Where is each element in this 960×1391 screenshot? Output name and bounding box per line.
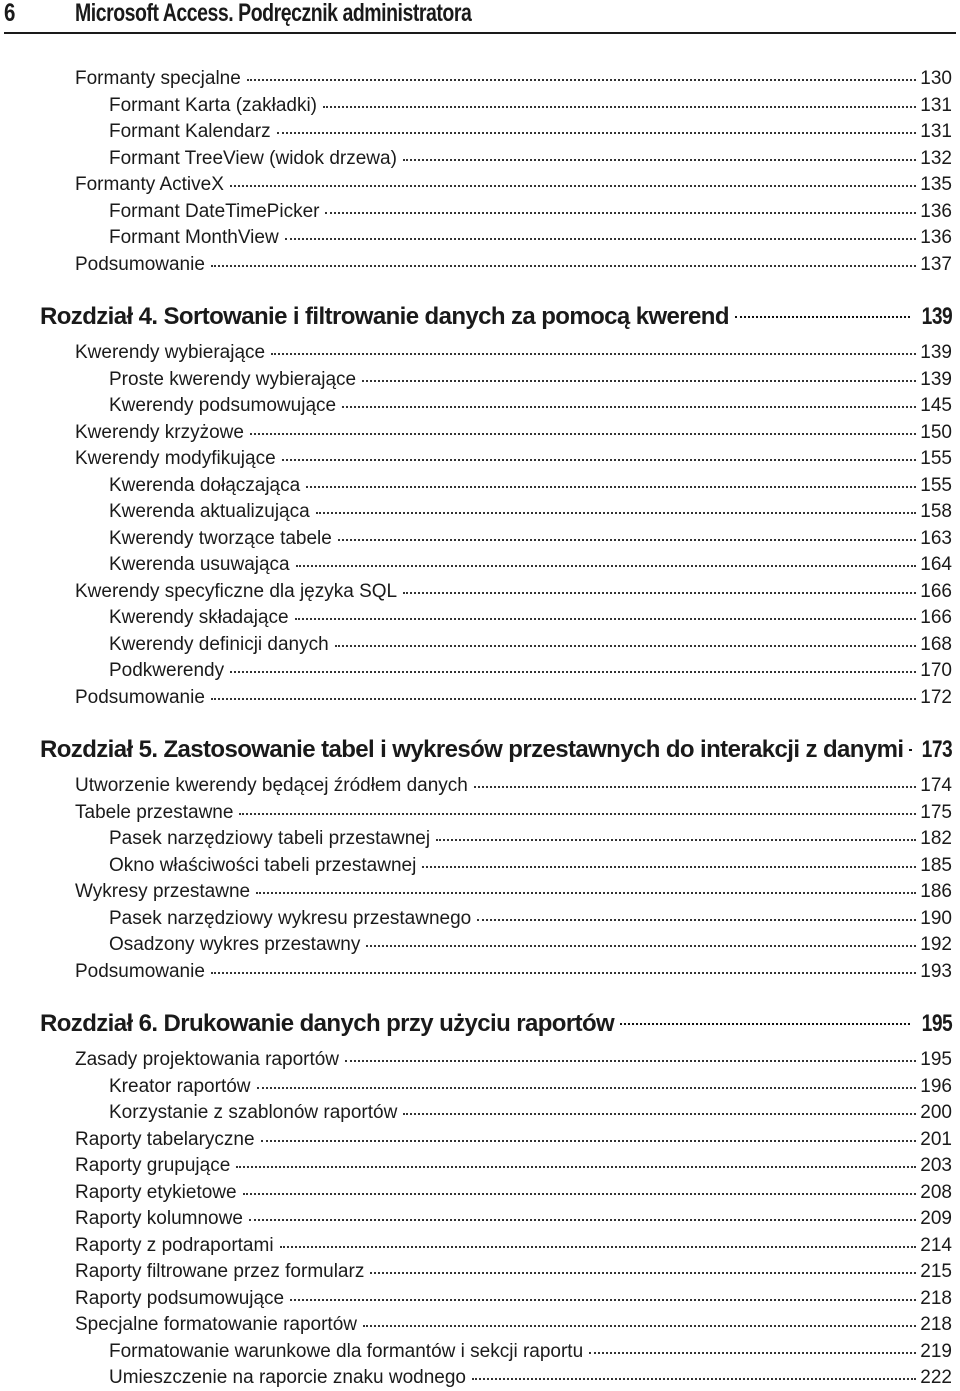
dot-leader [243,1191,917,1195]
dot-leader [290,1297,916,1301]
dot-leader [271,351,916,355]
toc-entry-row [75,773,952,799]
toc-page-number: 130 [920,66,952,92]
toc-entry-row [109,1074,952,1100]
dot-leader [285,236,917,240]
toc-page-number: 192 [920,932,952,958]
toc-page-number: 173 [921,734,952,766]
dot-leader [403,1111,916,1115]
toc-entry-row [75,879,952,905]
toc-entry-title: Tabele przestawne [75,800,237,826]
toc-page-number: 137 [920,252,952,278]
toc-entry-row [109,658,952,684]
toc-page-number: 139 [920,340,952,366]
dot-leader [362,378,916,382]
toc-entry-row [109,146,952,172]
toc-entry-row [109,499,952,525]
toc-page-number: 209 [920,1206,952,1232]
toc-entry-row [75,1312,952,1338]
toc-page-number: 218 [920,1286,952,1312]
dot-leader [403,157,916,161]
toc-entry-row [75,959,952,985]
toc-entry-title: Kwerenda dołączająca [109,473,304,499]
dot-leader [735,314,910,318]
toc-page-number: 166 [920,605,952,631]
dot-leader [325,210,916,214]
toc-page-number: 139 [920,367,952,393]
toc-chapter-row [40,301,952,333]
toc-entry-title: Formant DateTimePicker [109,199,323,225]
toc-entry-title: Kwerendy modyfikujące [75,446,280,472]
toc-page-number: 200 [920,1100,952,1126]
dot-leader [295,616,917,620]
dot-leader [239,811,916,815]
toc-entry-row [109,632,952,658]
toc-entry-title: Podsumowanie [75,959,209,985]
toc-entry-row [109,199,952,225]
toc-entry-title: Proste kwerendy wybierające [109,367,360,393]
toc-entry-title: Rozdział 5. Zastosowanie tabel i wykresów przestawnych do interakcji z danymi [40,736,907,763]
book-title: Microsoft Access. Podręcznik administratora [75,0,471,26]
toc-entry-title: Podsumowanie [75,685,209,711]
toc-entry-row [75,579,952,605]
dot-leader [316,510,917,514]
dot-leader [338,537,916,541]
dot-leader [236,1164,916,1168]
toc-page-number: 150 [920,420,952,446]
toc-entry-title: Raporty podsumowujące [75,1286,288,1312]
toc-entry-row [109,473,952,499]
dot-leader [477,917,916,921]
toc-page-number: 155 [920,446,952,472]
toc-entry-title: Wykresy przestawne [75,879,254,905]
dot-leader [436,837,916,841]
dot-leader [247,77,917,81]
toc-page-number: 164 [920,552,952,578]
dot-leader [363,1323,916,1327]
dot-leader [296,563,917,567]
toc-page-number: 203 [920,1153,952,1179]
toc-page-number: 195 [921,1008,952,1040]
toc-entry-row [109,826,952,852]
toc-page-number: 131 [920,93,952,119]
dot-leader [261,1138,917,1142]
toc-page-number: 219 [920,1339,952,1365]
toc-entry-row [75,1153,952,1179]
dot-leader [345,1058,916,1062]
dot-leader [256,890,916,894]
toc-entry-row [109,119,952,145]
toc-entry-title: Utworzenie kwerendy będącej źródłem danych [75,773,472,799]
toc-entry-row [75,800,952,826]
toc-entry-row [109,93,952,119]
dot-leader [280,1244,917,1248]
toc-page-number: 175 [920,800,952,826]
toc-entry-title: Kreator raportów [109,1074,255,1100]
toc-entry-title: Zasady projektowania raportów [75,1047,343,1073]
dot-leader [211,263,916,267]
toc-entry-row [109,367,952,393]
dot-leader [230,669,916,673]
toc-entry-title: Kwerenda usuwająca [109,552,294,578]
toc-page-number: 193 [920,959,952,985]
toc-entry-row [109,605,952,631]
dot-leader [474,784,916,788]
toc-page-number: 132 [920,146,952,172]
toc-entry-title: Raporty grupujące [75,1153,234,1179]
dot-leader [277,130,917,134]
toc-page-number: 145 [920,393,952,419]
dot-leader [306,484,916,488]
toc-entry-title: Raporty etykietowe [75,1180,241,1206]
dot-leader [370,1270,916,1274]
toc-entry-row [75,420,952,446]
toc-entry-title: Korzystanie z szablonów raportów [109,1100,401,1126]
toc-page-number: 190 [920,906,952,932]
toc-entry-row [109,225,952,251]
toc-page-number: 218 [920,1312,952,1338]
dot-leader [342,404,916,408]
toc-entry-title: Raporty tabelaryczne [75,1127,259,1153]
toc-entry-row [109,853,952,879]
toc-entry-title: Formatowanie warunkowe dla formantów i sekcji raportu [109,1339,587,1365]
toc-entry-title: Raporty z podraportami [75,1233,278,1259]
toc-entry-row [75,685,952,711]
toc-entry-title: Podsumowanie [75,252,209,278]
toc-entry-row [75,1127,952,1153]
toc-entry-title: Specjalne formatowanie raportów [75,1312,361,1338]
toc-entry-row [109,906,952,932]
toc-entry-title: Kwerendy krzyżowe [75,420,248,446]
toc-entry-title: Pasek narzędziowy wykresu przestawnego [109,906,475,932]
toc-entry-title: Okno właściwości tabeli przestawnej [109,853,420,879]
page-number: 6 [4,0,15,26]
dot-leader [249,1217,916,1221]
toc-page-number: 196 [920,1074,952,1100]
toc-page-number: 195 [920,1047,952,1073]
toc-entry-row [109,1339,952,1365]
dot-leader [403,590,916,594]
toc-entry-row [75,252,952,278]
toc-entry-row [75,1286,952,1312]
toc-page-number: 155 [920,473,952,499]
dot-leader [282,457,917,461]
toc-entry-row [109,552,952,578]
toc-entry-title: Kwerendy podsumowujące [109,393,340,419]
toc-entry-title: Osadzony wykres przestawny [109,932,364,958]
toc-entry-row [75,340,952,366]
toc-entry-row [109,393,952,419]
toc-entry-row [109,932,952,958]
toc-page-number: 166 [920,579,952,605]
toc-page-number: 136 [920,199,952,225]
toc-entry-title: Podkwerendy [109,658,228,684]
toc-entry-row [75,1259,952,1285]
toc-entry-title: Umieszczenie na raporcie znaku wodnego [109,1365,470,1391]
dot-leader [472,1376,916,1380]
toc-page-number: 158 [920,499,952,525]
toc-entry-row [109,1100,952,1126]
dot-leader [422,864,916,868]
toc-chapter-row [40,734,952,766]
toc-page-number: 172 [920,685,952,711]
toc-entry-title: Formanty specjalne [75,66,245,92]
toc-page-number: 222 [920,1365,952,1391]
toc-entry-title: Raporty filtrowane przez formularz [75,1259,368,1285]
dot-leader [211,696,916,700]
toc-page-number: 214 [920,1233,952,1259]
toc-page-number: 168 [920,632,952,658]
toc-page-number: 208 [920,1180,952,1206]
toc-entry-title: Formant TreeView (widok drzewa) [109,146,401,172]
toc-page-number: 136 [920,225,952,251]
toc-entry-row [75,172,952,198]
toc-entry-row [75,66,952,92]
toc-entry-title: Pasek narzędziowy tabeli przestawnej [109,826,434,852]
toc-entry-title: Formant Karta (zakładki) [109,93,321,119]
dot-leader [323,104,916,108]
toc-entry-row [75,1180,952,1206]
dot-leader [257,1085,917,1089]
dot-leader [366,943,916,947]
dot-leader [589,1350,916,1354]
toc-entry-title: Raporty kolumnowe [75,1206,247,1232]
toc-entry-title: Rozdział 4. Sortowanie i filtrowanie danych za pomocą kwerend [40,303,733,330]
dot-leader [250,431,916,435]
toc-page-number: 131 [920,119,952,145]
toc-page-number: 174 [920,773,952,799]
toc-entry-title: Kwerendy definicji danych [109,632,333,658]
dot-leader [335,643,917,647]
toc-entry-row [75,1047,952,1073]
toc-page-number: 182 [920,826,952,852]
toc-entry-title: Formant MonthView [109,225,283,251]
toc-page-number: 170 [920,658,952,684]
toc-entry-row [75,1206,952,1232]
toc-page-number: 139 [921,301,952,333]
toc-entry-title: Formanty ActiveX [75,172,228,198]
toc-chapter-row [40,1008,952,1040]
toc-entry-row [109,526,952,552]
toc-page-number: 215 [920,1259,952,1285]
toc-page-number: 185 [920,853,952,879]
toc-page-number: 163 [920,526,952,552]
toc-entry-title: Formant Kalendarz [109,119,275,145]
toc-entry-title: Kwerendy specyficzne dla języka SQL [75,579,401,605]
dot-leader [230,183,916,187]
toc-entry-row [109,1365,952,1391]
toc-page-number: 135 [920,172,952,198]
toc-entry-title: Kwerendy składające [109,605,293,631]
dot-leader [211,970,916,974]
toc-entry-title: Kwerendy wybierające [75,340,269,366]
toc-page-number: 201 [920,1127,952,1153]
toc-entry-row [75,446,952,472]
toc-entry-title: Kwerendy tworzące tabele [109,526,336,552]
toc-entry-title: Rozdział 6. Drukowanie danych przy użyciu raportów [40,1010,618,1037]
toc-entry-row [75,1233,952,1259]
dot-leader [620,1021,910,1025]
toc-entry-title: Kwerenda aktualizująca [109,499,314,525]
toc-page-number: 186 [920,879,952,905]
